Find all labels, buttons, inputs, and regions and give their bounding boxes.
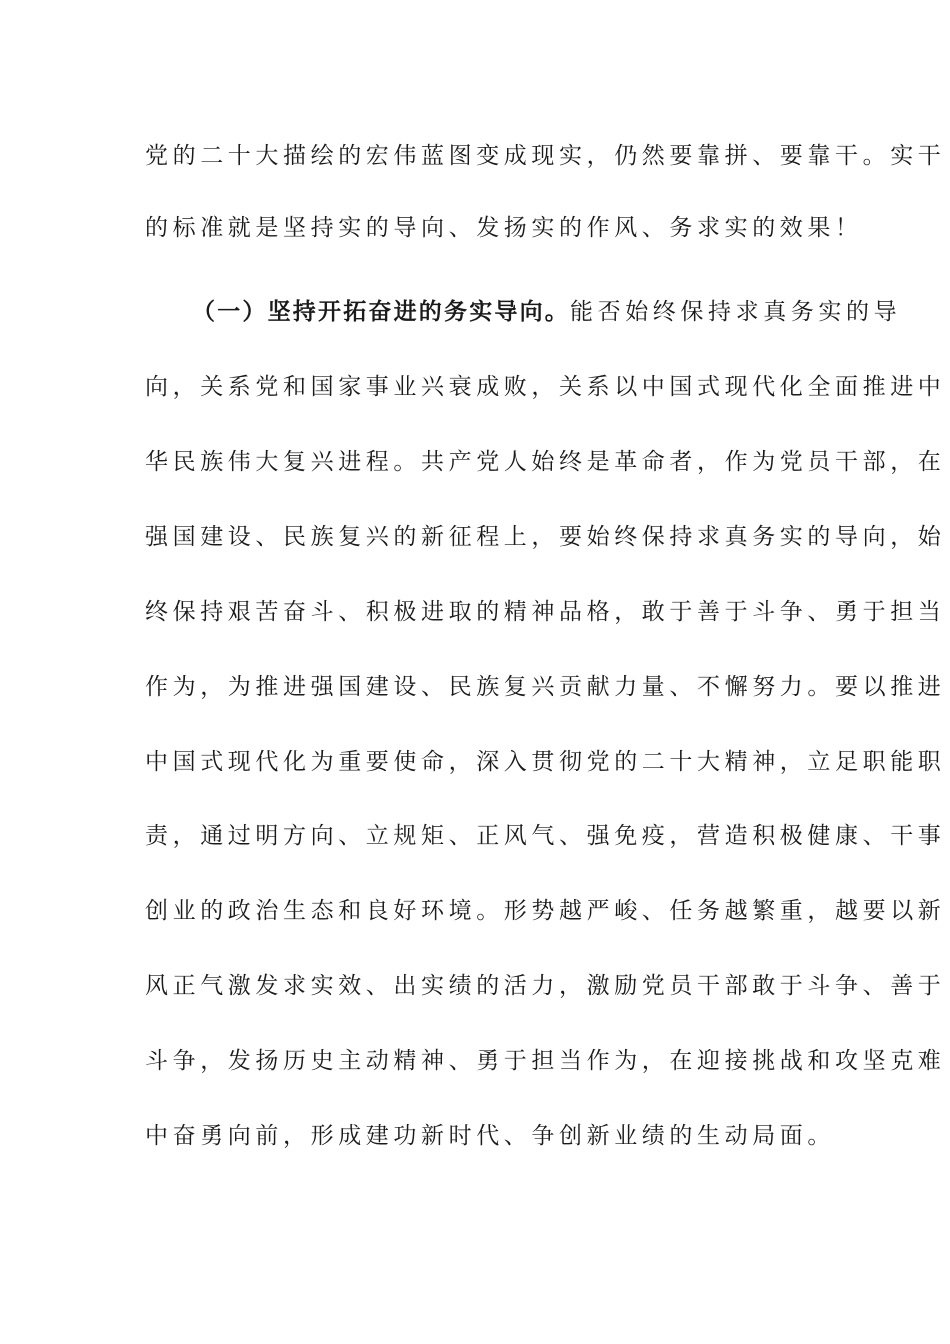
paragraph-line-12: 风正气激发求实效、出实绩的活力，激励党员干部敢于斗争、善于 <box>145 973 946 999</box>
paragraph-line-7: 终保持艰苦奋斗、积极进取的精神品格，敢于善于斗争、勇于担当 <box>145 599 946 625</box>
paragraph-line-14: 中奋勇向前，形成建功新时代、争创新业绩的生动局面。 <box>145 1123 835 1149</box>
paragraph-line-9: 中国式现代化为重要使命，深入贯彻党的二十大精神，立足职能职 <box>145 749 946 775</box>
paragraph-line-11: 创业的政治生态和良好环境。形势越严峻、任务越繁重，越要以新 <box>145 898 946 924</box>
section-first-line <box>192 298 902 326</box>
paragraph-line-5: 华民族伟大复兴进程。共产党人始终是革命者，作为党员干部，在 <box>145 449 946 475</box>
section-first-line-text: 能否始终保持求真务实的导 <box>570 299 902 325</box>
paragraph-line-8: 作为，为推进强国建设、民族复兴贡献力量、不懈努力。要以推进 <box>145 674 946 700</box>
paragraph-line-6: 强国建设、民族复兴的新征程上，要始终保持求真务实的导向，始 <box>145 524 946 550</box>
paragraph-line-1: 党的二十大描绘的宏伟蓝图变成现实，仍然要靠拼、要靠干。实干 <box>145 143 946 169</box>
paragraph-line-13: 斗争，发扬历史主动精神、勇于担当作为，在迎接挑战和攻坚克难 <box>145 1048 946 1074</box>
paragraph-line-4: 向，关系党和国家事业兴衰成败，关系以中国式现代化全面推进中 <box>145 374 946 400</box>
paragraph-line-2: 的标准就是坚持实的导向、发扬实的作风、务求实的效果！ <box>145 215 863 241</box>
paragraph-line-10: 责，通过明方向、立规矩、正风气、强免疫，营造积极健康、干事 <box>145 823 946 849</box>
section-heading: （一）坚持开拓奋进的务实导向。 <box>192 298 570 325</box>
